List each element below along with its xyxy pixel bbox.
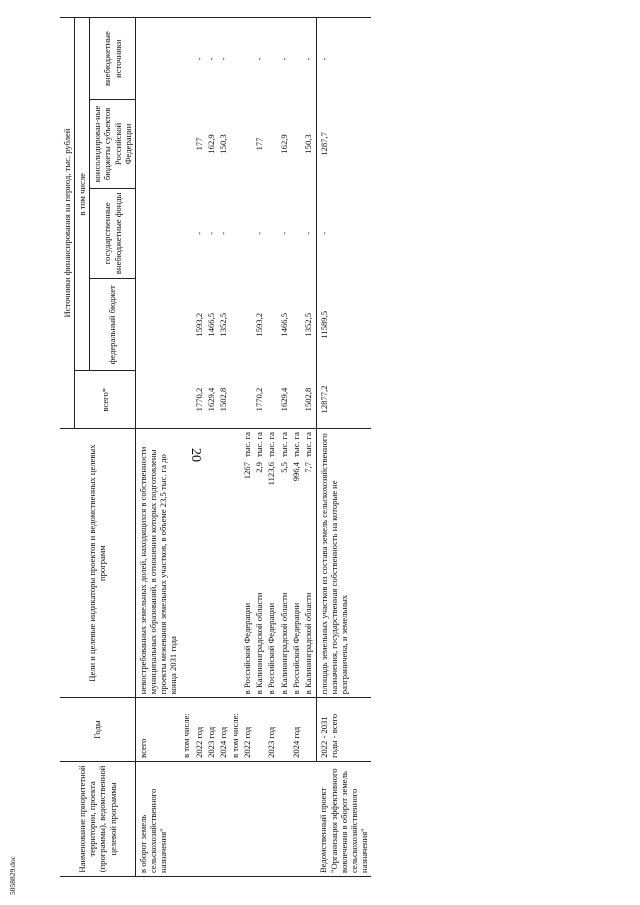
row-fed: 1466,5 — [205, 312, 216, 337]
row-total — [241, 371, 253, 429]
row-year: 2024 год — [217, 698, 229, 762]
table-row — [241, 18, 253, 877]
row-indicator-value: 996,4 — [290, 462, 301, 482]
header-federal: федеральный бюджет — [90, 279, 136, 371]
incl-regions-label: в том числе: — [229, 698, 241, 762]
table-row — [193, 18, 205, 877]
row-unit: тыс. га — [290, 432, 301, 457]
row-gov — [265, 188, 277, 278]
block2-years: 2022 - 2031 годы - всего — [316, 698, 371, 762]
header-sources: Источники финансирования на период, тыс. рублей — [60, 18, 75, 429]
block2-gov: - — [318, 231, 329, 235]
row-total: 1502,8 — [302, 371, 314, 429]
row-total — [290, 371, 302, 429]
row-region: в Российской Федерации — [290, 602, 301, 695]
row-gov: - — [217, 231, 228, 235]
row-total: 1629,4 — [278, 371, 290, 429]
header-total: всего* — [75, 371, 136, 429]
row-year — [253, 698, 265, 762]
table-row — [302, 18, 314, 877]
financing-table — [60, 17, 371, 877]
row-fed: 1593,2 — [254, 312, 265, 337]
row-gov — [290, 188, 302, 278]
row-total: 1502,8 — [217, 371, 229, 429]
row-fed: 1352,5 — [302, 312, 313, 337]
row-ext: - — [217, 18, 229, 100]
row-year — [302, 698, 314, 762]
page-number: 20 — [188, 448, 203, 462]
row-year: 2022 год — [193, 698, 205, 762]
row-region: в Калининградской области — [278, 592, 289, 695]
row-cons: 162,9 — [205, 134, 216, 154]
table-body — [135, 18, 371, 877]
row-gov: - — [302, 231, 313, 235]
block1-name: в оборот земель сельскохозяйственного назначения" — [135, 761, 316, 876]
row-year: 2023 год — [265, 698, 277, 762]
block1-years: всего — [135, 698, 180, 762]
rotated-table-stage — [60, 17, 620, 877]
row-ext: - — [253, 18, 265, 100]
block1-goal: невостребованных земельных долей, находящихся в собственности муниципальных образований, в отношении которых подготовлены проекты межевания земельных участков, в объеме 23,5 тыс. га до конца 2031 года — [135, 429, 180, 698]
row-year: 2023 год — [205, 698, 217, 762]
row-unit: тыс. га — [278, 432, 289, 457]
block2-total: 12877,2 — [316, 371, 371, 429]
row-ext — [241, 18, 253, 100]
header-including: в том числе — [75, 18, 90, 371]
table-row — [265, 18, 277, 877]
row-year: 2024 год — [290, 698, 302, 762]
row-cons — [290, 100, 302, 188]
row-ext: - — [302, 18, 314, 100]
row-indicator-value: 1123,6 — [266, 462, 277, 486]
block2-fed: 11589,5 — [318, 310, 329, 339]
header-goals: Цели и целевые индикаторы проектов и ведомственных целевых программ — [60, 429, 135, 698]
row-cons — [265, 100, 277, 188]
table-header — [60, 18, 135, 877]
row-region: в Российской Федерации — [266, 602, 277, 695]
row-cons: 177 — [254, 137, 265, 151]
row-cons: 162,9 — [278, 134, 289, 154]
header-gov-funds: государственные внебюджетные фонды — [90, 188, 136, 278]
row-unit: тыс. га — [266, 432, 277, 457]
row-indicator-value: 5,5 — [278, 462, 289, 473]
footer-file-code: 5058829.doc — [8, 856, 17, 895]
row-total — [265, 371, 277, 429]
row-region: в Российской Федерации — [242, 602, 253, 695]
row-unit: тыс. га — [254, 432, 265, 457]
header-years: Годы — [60, 698, 135, 762]
row-indicator-value: 2,9 — [254, 462, 265, 473]
row-ext: - — [193, 18, 205, 100]
row-ext: - — [278, 18, 290, 100]
row-indicator-value: 7,7 — [302, 462, 313, 473]
table-row — [205, 18, 217, 877]
row-cons: 177 — [193, 137, 204, 151]
row-gov: - — [193, 231, 204, 235]
row-year — [278, 698, 290, 762]
row-total: 1629,4 — [205, 371, 217, 429]
table-row — [217, 18, 229, 877]
row-region: в Калининградской области — [254, 592, 265, 695]
table-row — [290, 18, 302, 877]
row-gov: - — [278, 231, 289, 235]
header-extra: внебюджетные источники — [90, 18, 136, 100]
row-fed — [290, 279, 302, 371]
row-cons: 150,3 — [217, 134, 228, 154]
row-fed: 1466,5 — [278, 312, 289, 337]
row-fed: 1352,5 — [217, 312, 228, 337]
block2-goal: площадь земельных участков из состава земель сельскохозяйственного назначения, государственная собственность на которые не разграничена, и земельных — [316, 429, 371, 698]
row-fed — [241, 279, 253, 371]
table-row — [278, 18, 290, 877]
row-gov — [241, 188, 253, 278]
header-consolidated: консолидирован-ные бюджеты субъектов Российской Федерации — [90, 100, 136, 188]
row-unit: тыс. га — [302, 432, 313, 457]
row-indicator-value: 1267 — [242, 462, 253, 480]
row-cons: 150,3 — [302, 134, 313, 154]
row-gov: - — [254, 231, 265, 235]
table-row — [253, 18, 265, 877]
block2-name: Ведомственный проект "Организация эффективного вовлечения в оборот земель сельскохозяйственного назначения" — [316, 761, 371, 876]
block2-cons: 1287,7 — [318, 132, 329, 156]
row-region: в Калининградской области — [302, 592, 313, 695]
row-gov: - — [205, 231, 216, 235]
row-ext: - — [205, 18, 217, 100]
row-fed — [265, 279, 277, 371]
row-ext — [290, 18, 302, 100]
table-row — [316, 18, 371, 877]
row-total: 1770,2 — [253, 371, 265, 429]
row-unit: тыс. га — [242, 432, 253, 457]
row-ext — [265, 18, 277, 100]
row-total: 1770,2 — [193, 371, 205, 429]
header-name: Наименование приоритетной территории, проекта (программы), ведомственной целевой программы — [60, 761, 135, 876]
block2-ext: - — [316, 18, 371, 100]
row-cons — [241, 100, 253, 188]
row-fed: 1593,2 — [193, 312, 204, 337]
incl-years-label: в том числе: — [180, 698, 192, 762]
row-year: 2022 год — [241, 698, 253, 762]
